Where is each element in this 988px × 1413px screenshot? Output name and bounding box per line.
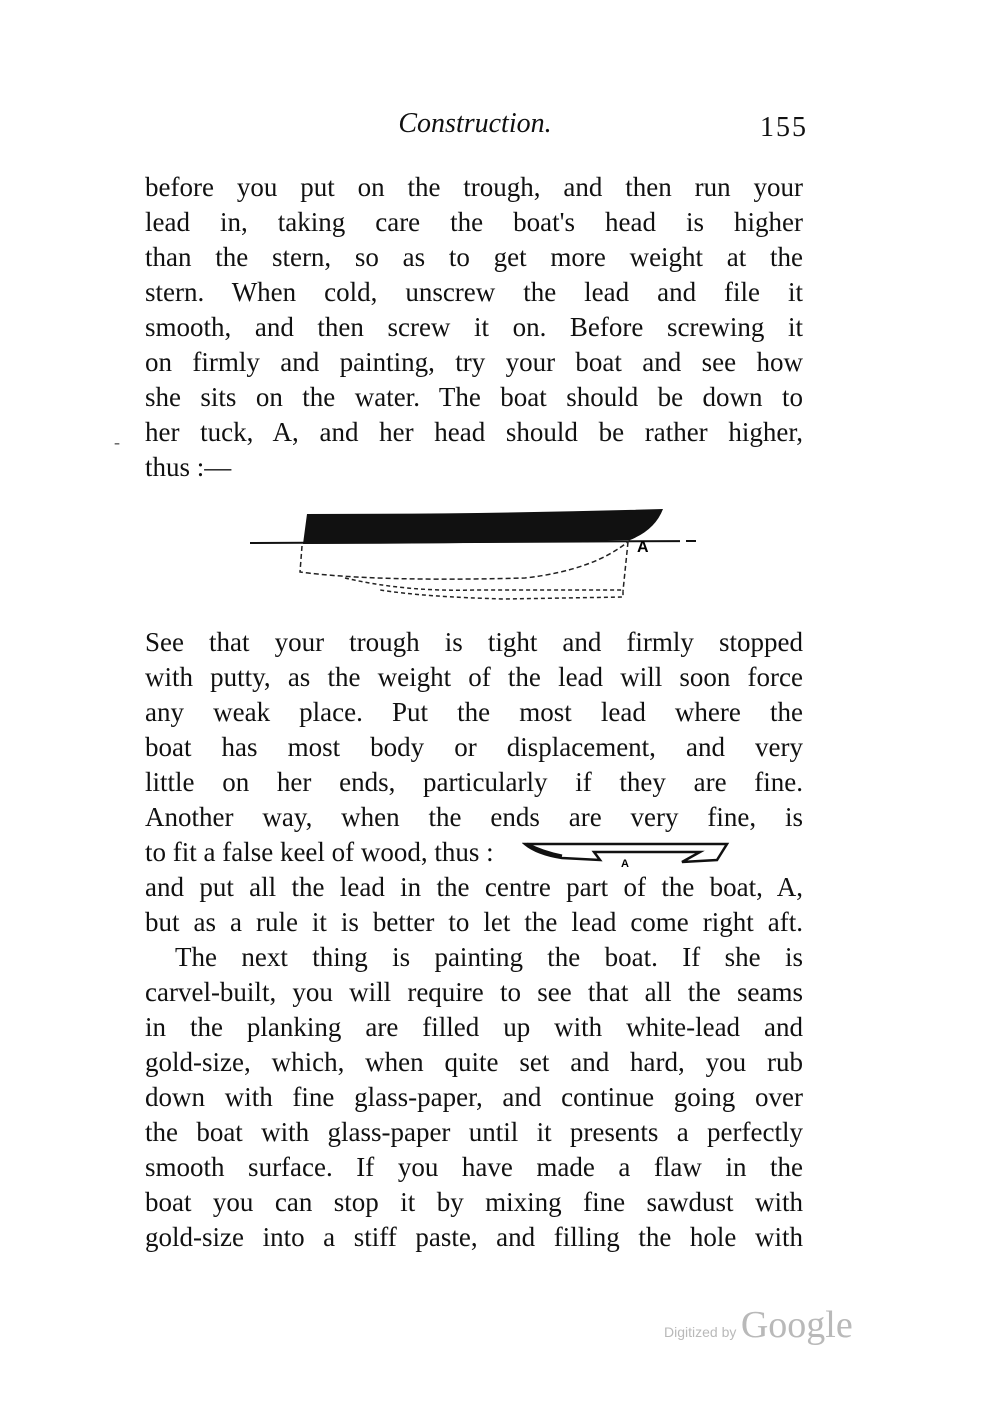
text-line: Another way, when the ends are very fine, is xyxy=(145,802,803,832)
text-line: down with fine glass-paper, and continue going over xyxy=(145,1082,803,1112)
text-line: smooth surface. If you have made a flaw in the xyxy=(145,1152,803,1182)
text-line: with putty, as the weight of the lead will soon force xyxy=(145,662,803,692)
text-line: any weak place. Put the most lead where the xyxy=(145,697,803,727)
text-line: lead in, taking care the boat's head is higher xyxy=(145,207,803,237)
text-line: thus :— xyxy=(145,452,232,482)
paragraph-2 xyxy=(145,625,803,1255)
text-line: on firmly and painting, try your boat and see how xyxy=(145,347,803,377)
digitized-watermark xyxy=(664,1303,853,1347)
watermark-logo: Google xyxy=(740,1304,853,1346)
text-line: but as a rule it is better to let the lead come right aft. xyxy=(145,907,803,937)
text-line: her tuck, A, and her head should be rather higher, xyxy=(145,417,803,447)
margin-mark: - xyxy=(114,432,120,452)
watermark-prefix: Digitized by xyxy=(664,1324,737,1340)
boat-waterline-figure xyxy=(245,500,705,610)
text-line: The next thing is painting the boat. If she is xyxy=(175,942,803,972)
false-keel-figure xyxy=(522,838,732,868)
text-line: boat you can stop it by mixing fine sawdust with xyxy=(145,1187,803,1217)
page-number: 155 xyxy=(760,112,808,143)
figure-label-a: A xyxy=(620,857,629,868)
text-line-with-figure xyxy=(145,835,803,870)
running-header-title: Construction. xyxy=(398,108,552,139)
text-line: in the planking are filled up with white-lead and xyxy=(145,1012,803,1042)
paragraph-1 xyxy=(145,170,803,485)
text-line: the boat with glass-paper until it presents a perfectly xyxy=(145,1117,803,1147)
text-line: smooth, and then screw it on. Before screwing it xyxy=(145,312,803,342)
text-line: than the stern, so as to get more weight at the xyxy=(145,242,803,272)
text-line: to fit a false keel of wood, thus : xyxy=(145,837,494,867)
text-line: stern. When cold, unscrew the lead and file it xyxy=(145,277,803,307)
text-line: carvel-built, you will require to see that all the seams xyxy=(145,977,803,1007)
figure-label-a: A xyxy=(637,539,649,556)
text-line: See that your trough is tight and firmly stopped xyxy=(145,627,803,657)
text-line: she sits on the water. The boat should be down to xyxy=(145,382,803,412)
text-line: little on her ends, particularly if they are fine. xyxy=(145,767,803,797)
text-line: and put all the lead in the centre part of the boat, A, xyxy=(145,872,803,902)
text-line: boat has most body or displacement, and very xyxy=(145,732,803,762)
text-line: gold-size into a stiff paste, and filling the hole with xyxy=(145,1222,803,1252)
text-line: before you put on the trough, and then run your xyxy=(145,172,803,202)
text-line: gold-size, which, when quite set and hard, you rub xyxy=(145,1047,803,1077)
